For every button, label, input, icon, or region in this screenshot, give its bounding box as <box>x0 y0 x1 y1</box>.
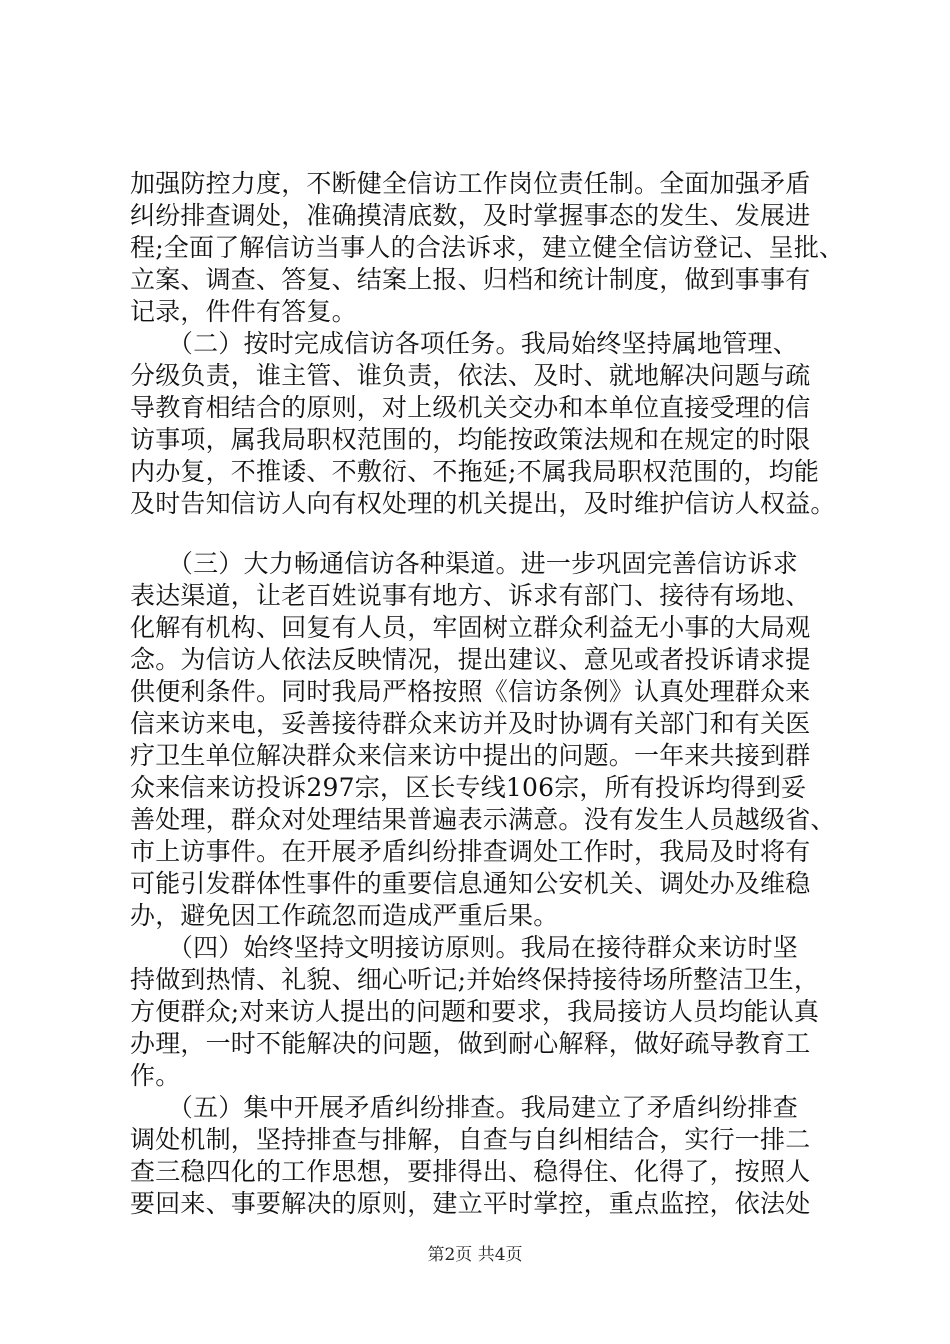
text-line: 记录，件件有答复。 <box>130 297 357 326</box>
text-line: （三）大力畅通信访各种渠道。进一步巩固完善信访诉求 <box>130 549 798 578</box>
text-line: 立案、调查、答复、结案上报、归档和统计制度，做到事事有 <box>130 265 811 294</box>
text-line: 可能引发群体性事件的重要信息通知公安机关、调处办及维稳 <box>130 869 811 898</box>
text-line: 表达渠道，让老百姓说事有地方、诉求有部门、接待有场地、 <box>130 581 811 610</box>
text-line: 办理，一时不能解决的问题，做到耐心解释，做好疏导教育工 <box>130 1029 811 1058</box>
text-line: 内办复，不推诿、不敷衍、不拖延;不属我局职权范围的，均能 <box>130 457 820 486</box>
text-line: 导教育相结合的原则，对上级机关交办和本单位直接受理的信 <box>130 393 811 422</box>
text-line: 念。为信访人依法反映情况，提出建议、意见或者投诉请求提 <box>130 645 811 674</box>
text-line: 要回来、事要解决的原则，建立平时掌控，重点监控，依法处 <box>130 1189 811 1218</box>
text-line: 疗卫生单位解决群众来信来访中提出的问题。一年来共接到群 <box>130 741 811 770</box>
text-line: 分级负责，谁主管、谁负责，依法、及时、就地解决问题与疏 <box>130 361 811 390</box>
text-line: 供便利条件。同时我局严格按照《信访条例》认真处理群众来 <box>130 677 811 706</box>
text-line: 作。 <box>130 1061 181 1090</box>
document-body <box>130 168 845 1220</box>
text-line: 访事项，属我局职权范围的，均能按政策法规和在规定的时限 <box>130 425 811 454</box>
page-footer: 第2页 共4页 <box>427 1245 523 1265</box>
text-line: 及时告知信访人向有权处理的机关提出，及时维护信访人权益。 <box>130 489 836 518</box>
text-line: 查三稳四化的工作思想，要排得出、稳得住、化得了，按照人 <box>130 1157 811 1186</box>
text-line: （五）集中开展矛盾纠纷排查。我局建立了矛盾纠纷排查 <box>130 1093 798 1122</box>
text-line: 市上访事件。在开展矛盾纠纷排查调处工作时，我局及时将有 <box>130 837 811 866</box>
text-line: 纠纷排查调处，准确摸清底数，及时掌握事态的发生、发展进 <box>130 201 811 230</box>
text-line: 办，避免因工作疏忽而造成严重后果。 <box>130 901 559 930</box>
text-line: 持做到热情、礼貌、细心听记;并始终保持接待场所整洁卫生， <box>130 965 820 994</box>
text-line: （四）始终坚持文明接访原则。我局在接待群众来访时坚 <box>130 933 798 962</box>
text-line: 化解有机构、回复有人员，牢固树立群众利益无小事的大局观 <box>130 613 811 642</box>
text-line: 加强防控力度，不断健全信访工作岗位责任制。全面加强矛盾 <box>130 169 811 198</box>
text-line: 调处机制，坚持排查与排解，自查与自纠相结合，实行一排二 <box>130 1125 811 1154</box>
text-line: 信来访来电，妥善接待群众来访并及时协调有关部门和有关医 <box>130 709 811 738</box>
text-line: 众来信来访投诉297宗，区长专线106宗，所有投诉均得到妥 <box>130 773 807 802</box>
text-line: （二）按时完成信访各项任务。我局始终坚持属地管理、 <box>130 329 798 358</box>
text-line: 善处理，群众对处理结果普遍表示满意。没有发生人员越级省、 <box>130 805 836 834</box>
text-line: 方便群众;对来访人提出的问题和要求，我局接访人员均能认真 <box>130 997 820 1026</box>
text-line: 程;全面了解信访当事人的合法诉求，建立健全信访登记、呈批、 <box>130 233 845 262</box>
